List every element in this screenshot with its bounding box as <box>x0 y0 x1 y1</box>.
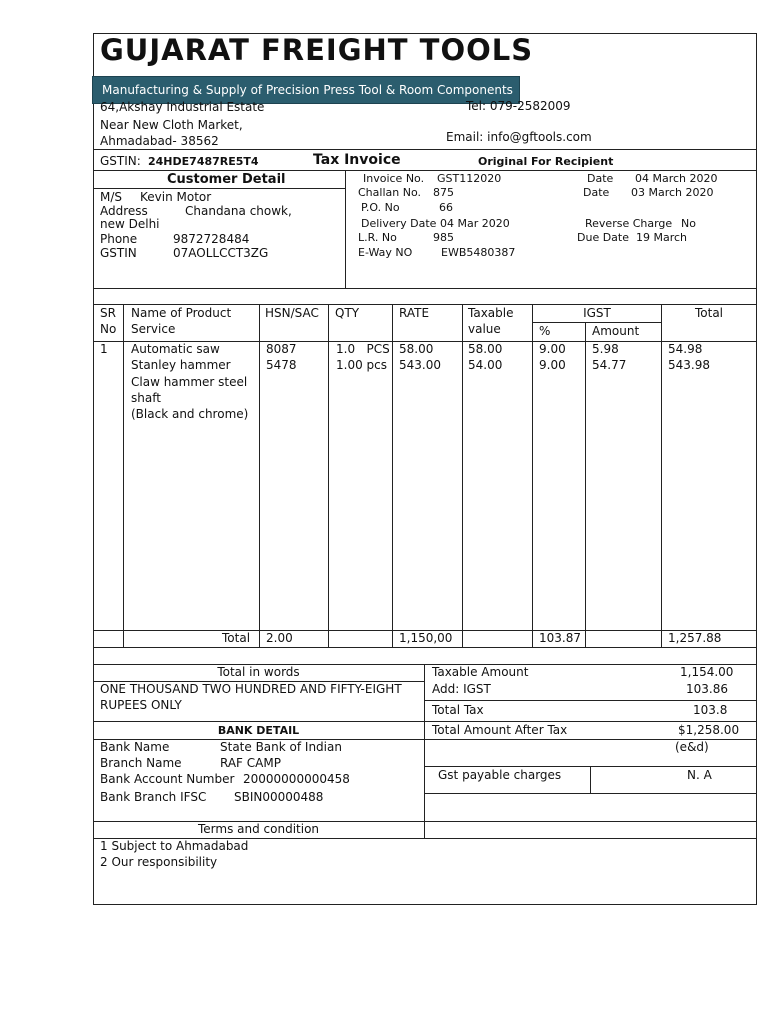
ifsc-value: SBIN00000488 <box>234 790 324 804</box>
po-value: 66 <box>439 201 453 214</box>
company-email: Email: info@gftools.com <box>446 130 592 144</box>
words-heading: Total in words <box>217 665 300 679</box>
col-header-rate: RATE <box>399 306 430 320</box>
product-extra-line: Claw hammer steel <box>131 375 248 389</box>
address-line-3: Ahmadabad- 38562 <box>100 134 219 148</box>
date-value-1: 04 March 2020 <box>635 172 718 185</box>
lr-label: L.R. No <box>358 231 397 244</box>
row-hsn: 5478 <box>266 358 297 372</box>
row-total: 54.98 <box>668 342 703 356</box>
row-igst-pct: 9.00 <box>539 342 566 356</box>
total-tax-label: Total Tax <box>432 703 484 717</box>
company-tagline-banner: Manufacturing & Supply of Precision Press Tool & Room Components <box>92 76 520 104</box>
col-header-service: Service <box>131 322 176 336</box>
row-taxable: 58.00 <box>468 342 503 356</box>
customer-phone-value: 9872728484 <box>173 232 250 246</box>
branch-name-label: Branch Name <box>100 756 182 770</box>
terms-line-2: 2 Our responsibility <box>100 855 218 869</box>
row-qty: 1.0 PCS <box>336 342 390 356</box>
terms-line-1: 1 Subject to Ahmadabad <box>100 839 249 853</box>
after-tax-value: $1,258.00 <box>678 723 740 737</box>
totals-grand: 1,257.88 <box>668 631 722 645</box>
col-header-value: value <box>468 322 501 336</box>
invoice-no-value: GST112020 <box>437 172 502 185</box>
total-tax-value: 103.8 <box>693 703 728 717</box>
delivery-value: 04 Mar 2020 <box>440 217 510 230</box>
customer-address-value-2: new Delhi <box>100 217 160 231</box>
account-number-label: Bank Account Number <box>100 772 235 786</box>
col-header-igst-amount: Amount <box>592 324 640 338</box>
col-header-sr: SR <box>100 306 116 320</box>
row-rate: 543.00 <box>399 358 441 372</box>
totals-rate: 1,150,00 <box>399 631 453 645</box>
row-product: Automatic saw <box>131 342 220 356</box>
customer-gstin-value: 07AOLLCCT3ZG <box>173 246 269 260</box>
eway-value: EWB5480387 <box>441 246 516 259</box>
row-hsn: 8087 <box>266 342 297 356</box>
after-tax-label: Total Amount After Tax <box>432 723 568 737</box>
col-header-igst: IGST <box>583 306 611 320</box>
row-total: 543.98 <box>668 358 710 372</box>
col-header-igst-pct: % <box>539 324 551 338</box>
customer-phone-label: Phone <box>100 232 138 246</box>
company-gstin-value: 24HDE7487RE5T4 <box>148 155 259 168</box>
customer-gstin-label: GSTIN <box>100 246 137 260</box>
col-header-product: Name of Product <box>131 306 232 320</box>
address-line-2: Near New Cloth Market, <box>100 118 243 132</box>
col-header-taxable: Taxable <box>468 306 514 320</box>
customer-ms-label: M/S <box>100 190 123 204</box>
company-name: GUJARAT FREIGHT TOOLS <box>100 33 534 67</box>
due-date-value: 19 March <box>636 231 688 244</box>
taxable-amount-value: 1,154.00 <box>680 665 734 679</box>
invoice-no-label: Invoice No. <box>363 172 425 185</box>
customer-heading: Customer Detail <box>167 172 286 187</box>
col-header-total: Total <box>694 306 724 320</box>
doc-copy-label: Original For Recipient <box>478 155 614 168</box>
customer-address-label: Address <box>100 204 148 218</box>
totals-qty: 2.00 <box>266 631 293 645</box>
row-taxable: 54.00 <box>468 358 503 372</box>
row-rate: 58.00 <box>399 342 434 356</box>
company-gstin-label: GSTIN: <box>100 154 141 168</box>
customer-address-value-1: Chandana chowk, <box>185 204 292 218</box>
eod-note: (e&d) <box>675 740 709 754</box>
words-line-1: ONE THOUSAND TWO HUNDRED AND FIFTY-EIGHT <box>100 682 402 696</box>
product-extra-line: shaft <box>131 391 161 405</box>
igst-label: Add: IGST <box>432 682 491 696</box>
reverse-charge-label: Reverse Charge <box>585 217 673 230</box>
date-label-1: Date <box>587 172 614 185</box>
due-date-label: Due Date <box>577 231 629 244</box>
totals-igst: 103.87 <box>539 631 581 645</box>
taxable-amount-label: Taxable Amount <box>432 665 529 679</box>
gst-payable-label: Gst payable charges <box>438 768 562 782</box>
col-header-no: No <box>100 322 117 336</box>
company-tel: Tel: 079-2582009 <box>466 99 571 113</box>
terms-heading: Terms and condition <box>197 822 320 836</box>
words-line-2: RUPEES ONLY <box>100 698 182 712</box>
gst-payable-value: N. A <box>687 768 712 782</box>
po-label: P.O. No <box>361 201 400 214</box>
ifsc-label: Bank Branch IFSC <box>100 790 207 804</box>
branch-name-value: RAF CAMP <box>220 756 281 770</box>
col-header-hsn: HSN/SAC <box>265 306 319 320</box>
doc-title: Tax Invoice <box>313 152 401 168</box>
row-igst-pct: 9.00 <box>539 358 566 372</box>
challan-label: Challan No. <box>358 186 421 199</box>
totals-label: Total <box>222 631 251 645</box>
bank-name-label: Bank Name <box>100 740 170 754</box>
bank-name-value: State Bank of Indian <box>220 740 342 754</box>
reverse-charge-value: No <box>681 217 696 230</box>
igst-value: 103.86 <box>686 682 728 696</box>
address-line-1: 64,Akshay Industrial Estate <box>100 100 265 114</box>
col-header-qty: QTY <box>335 306 360 320</box>
date-value-2: 03 March 2020 <box>631 186 714 199</box>
account-number-value: 20000000000458 <box>243 772 350 786</box>
challan-value: 875 <box>433 186 454 199</box>
eway-label: E-Way NO <box>358 246 413 259</box>
row-qty: 1.00 pcs <box>336 358 387 372</box>
date-label-2: Date <box>583 186 610 199</box>
row-sr: 1 <box>100 342 108 356</box>
delivery-label: Delivery Date <box>361 217 437 230</box>
row-igst-amount: 5.98 <box>592 342 619 356</box>
bank-heading: BANK DETAIL <box>217 724 300 737</box>
row-igst-amount: 54.77 <box>592 358 627 372</box>
customer-ms-value: Kevin Motor <box>140 190 212 204</box>
lr-value: 985 <box>433 231 454 244</box>
row-product: Stanley hammer <box>131 358 231 372</box>
product-extra-line: (Black and chrome) <box>131 407 249 421</box>
